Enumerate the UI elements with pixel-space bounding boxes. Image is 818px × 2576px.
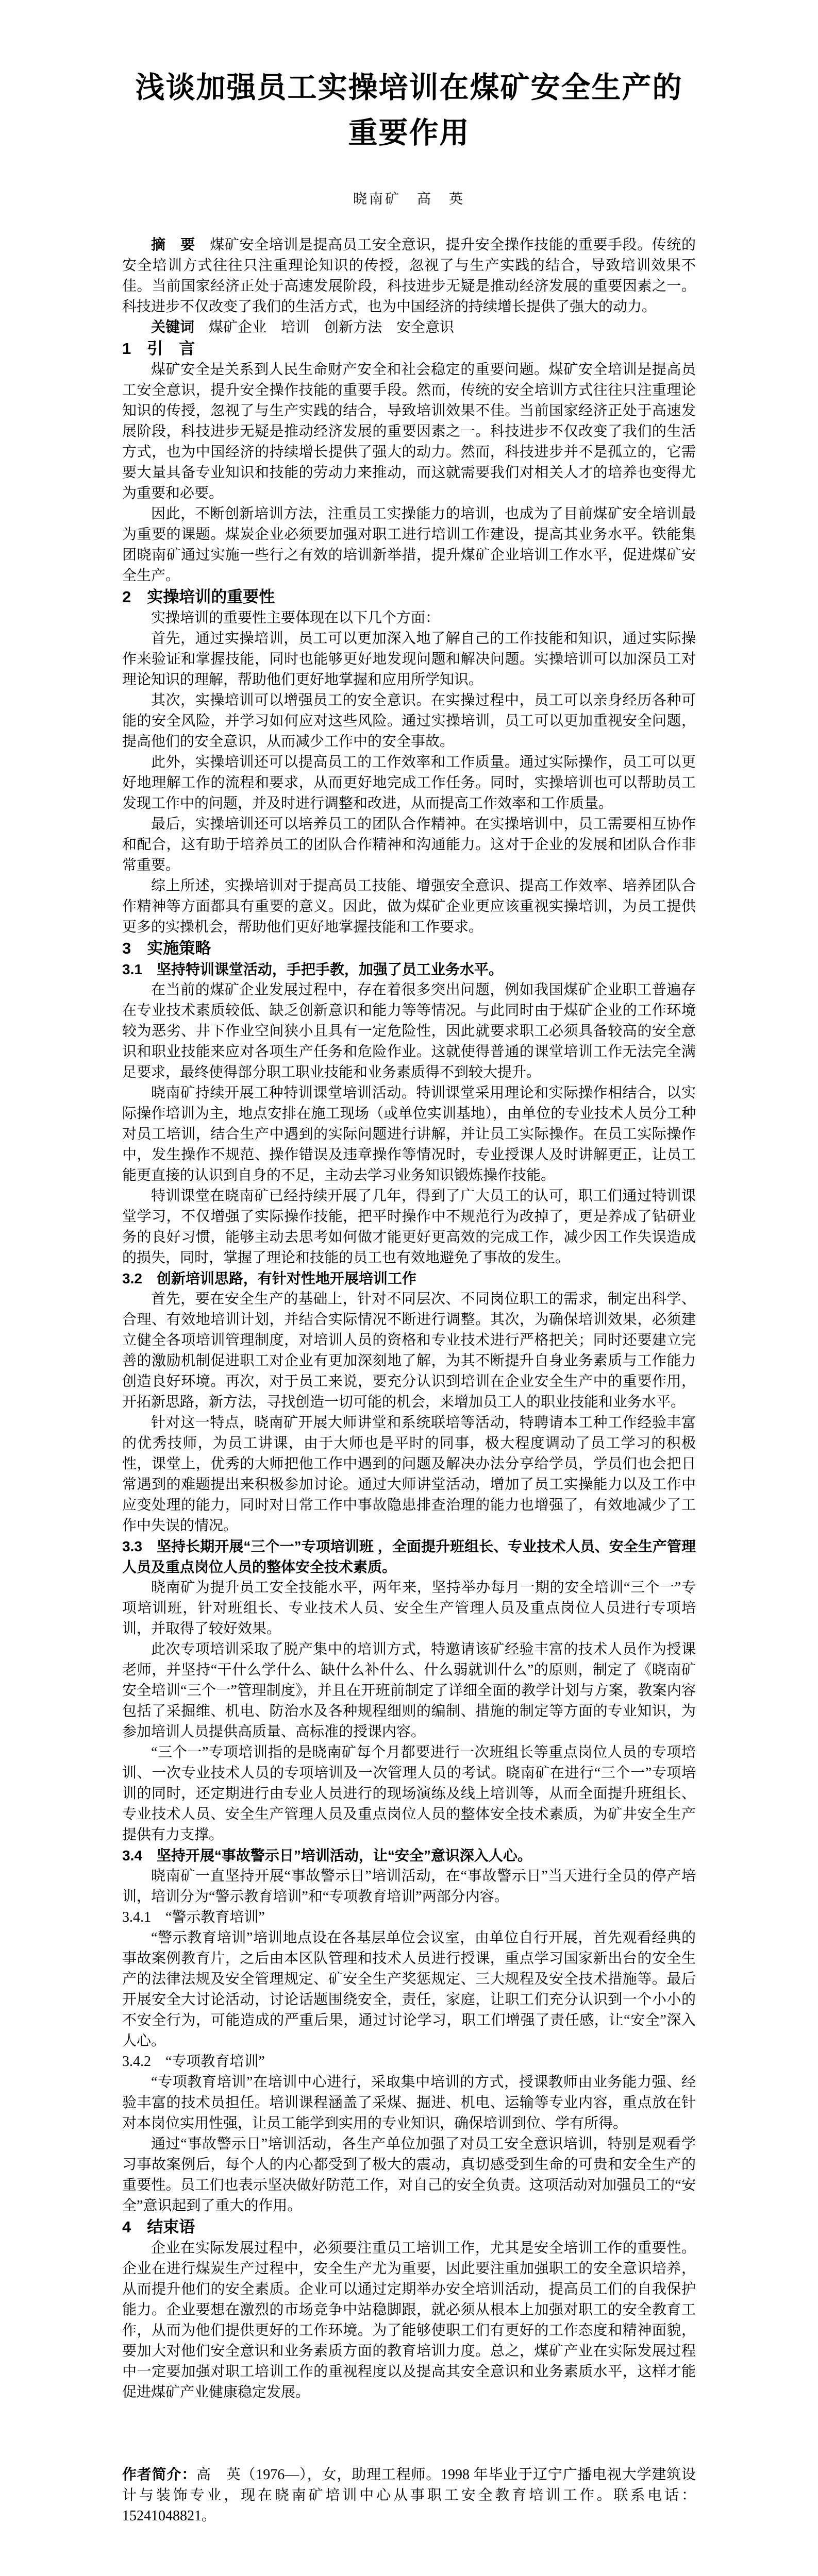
section-2-heading: 2 实操培训的重要性 [122, 588, 275, 606]
paragraph: “警示教育培训”培训地点设在各基层单位会议室，由单位自行开展，首先观看经典的事故案例教育片，之后由本区队管理和技术人员进行授课，重点学习国家新出台的安全生产的法律法规及安全管理规定、矿安全生产奖惩规定、三大规程及安全技术措施等。最后开展安全大讨论活动，讨论话题围绕安全，责任，家庭，让职工们充分认识到一个小小的不安全行为，可能造成的严重后果，通过讨论学习，职工们增强了责任感，让“安全”深入人心。 [122, 1930, 696, 2049]
keywords-text: 煤矿企业 培训 创新方法 安全意识 [209, 319, 455, 335]
abstract-text: 煤矿安全培训是提高员工安全意识，提升安全操作技能的重要手段。传统的安全培训方式往往只注重理论知识的传授，忽视了与生产实践的结合，导致培训效果不佳。当前国家经济正处于高速发展阶段，科技进步无疑是推动经济发展的重要因素之一。科技进步不仅改变了我们的生活方式，也为中国经济的持续增长提供了强大的动力。 [122, 237, 696, 315]
paragraph: 煤矿安全是关系到人民生命财产安全和社会稳定的重要问题。煤矿安全培训是提高员工安全意识，提升安全操作技能的重要手段。然而，传统的安全培训方式往往只注重理论知识的传授，忽视了与生产实践的结合，导致培训效果不佳。当前国家经济正处于高速发展阶段，科技进步无疑是推动经济发展的重要因素之一。科技进步不仅改变了我们的生活方式，也为中国经济的持续增长提供了强大的动力。然而，科技进步并不是孤立的，它需要大量具备专业知识和技能的劳动力来推动，而这就需要我们对相关人才的培养也变得尤为重要和必要。 [122, 362, 696, 501]
section-3-4-1-heading: 3.4.1 “警示教育培训” [122, 1909, 265, 1925]
paragraph: 其次，实操培训可以增强员工的安全意识。在实操过程中，员工可以亲身经历各种可能的安全风险，并学习如何应对这些风险。通过实操培训，员工可以更加重视安全问题，提高他们的安全意识，从而减少工作中的安全事故。 [122, 692, 696, 750]
paragraph: 综上所述，实操培训对于提高员工技能、增强安全意识、提高工作效率、培养团队合作精神等方面都具有重要的意义。因此，做为煤矿企业更应该重视实操培训，为员工提供更多的实操机会，帮助他们更好地掌握技能和工作要求。 [122, 878, 696, 935]
document-page [122, 0, 696, 2576]
section-3-4-heading: 3.4 坚持开展“事故警示日”培训活动，让“安全”意识深入人心。 [122, 1848, 532, 1863]
keywords-paragraph [122, 317, 696, 338]
paragraph: 晓南矿为提升员工安全技能水平，两年来，坚持举办每月一期的安全培训“三个一”专项培训班，针对班组长、专业技术人员、安全生产管理人员及重点岗位人员进行专项培训，并取得了较好效果。 [122, 1580, 696, 1637]
paragraph: 最后，实操培训还可以培养员工的团队合作精神。在实操培训中，员工需要相互协作和配合，这有助于培养员工的团队合作精神和沟通能力。这对于企业的发展和团队合作非常重要。 [122, 816, 696, 873]
paragraph: 通过“事故警示日”培训活动，各生产单位加强了对员工安全意识培训，特别是观看学习事故案例后，每个人的内心都受到了极大的震动，真切感受到生命的可贵和安全生产的重要性。员工们也表示坚决做好防范工作，对自己的安全负责。这项活动对加强员工的“安全”意识起到了重大的作用。 [122, 2136, 696, 2214]
paragraph: 针对这一特点，晓南矿开展大师讲堂和系统联培等活动，特聘请本工种工作经验丰富的优秀技师，为员工讲课，由于大师也是平时的同事，极大程度调动了员工学习的积极性，课堂上，优秀的大师把他工作中遇到的问题及解决办法分享给学员，学员们也会把日常遇到的难题提出来积极参加讨论。通过大师讲堂活动，增加了员工实操能力以及工作中应变处理的能力，同时对日常工作中事故隐患排查治理的能力也增强了，有效地减少了工作中失误的情况。 [122, 1415, 696, 1534]
author-bio-label: 作者简介： [122, 2467, 196, 2483]
section-3-2-heading: 3.2 创新培训思路，有针对性地开展培训工作 [122, 1270, 416, 1286]
section-3-heading: 3 实施策略 [122, 939, 211, 957]
paragraph: 企业在实际发展过程中，必须要注重员工培训工作，尤其是安全培训工作的重要性。企业在进行煤炭生产过程中，安全生产尤为重要，因此要注重加强职工的安全意识培养，从而提升他们的安全素质。企业可以通过定期举办安全培训活动，提高员工们的自我保护能力。企业要想在激烈的市场竞争中站稳脚跟，就必须从根本上加强对职工的安全教育工作，从而为他们提供更好的工作环境。为了能够使职工们有更好的工作态度和精神面貌，要加大对他们安全意识和业务素质方面的教育培训力度。总之，煤矿产业在实际发展过程中一定要加强对职工培训工作的重视程度以及提高其安全意识和业务素质水平，这样才能促进煤矿产业健康稳定发展。 [122, 2240, 696, 2400]
section-3-1-heading: 3.1 坚持特训课堂活动，手把手教，加强了员工业务水平。 [122, 961, 503, 977]
paper-title-line-1: 浅谈加强员工实操培训在煤矿安全生产的 [135, 71, 683, 104]
paragraph: 首先，要在安全生产的基础上，针对不同层次、不同岗位职工的需求，制定出科学、合理、有效地培训计划，并结合实际情况不断进行调整。其次，为确保培训效果，必须建立健全各项培训管理制度，对培训人员的资格和专业技术进行严格把关；同时还要建立完善的激励机制促进职工对企业有更加深刻地了解，为其不断提升自身业务素质与工作能力创造良好环境。再次，对于员工来说，要充分认识到培训在企业安全生产中的重要作用，开拓新思路，新方法，寻找创造一切可能的机会，来增加员工人的职业技能和业务水平。 [122, 1291, 696, 1410]
section-3-4-2-heading: 3.4.2 “专项教育培训” [122, 2054, 265, 2070]
author-byline: 晓南矿 高 英 [353, 191, 465, 207]
abstract-paragraph [122, 235, 696, 317]
paragraph: 在当前的煤矿企业发展过程中，存在着很多突出问题，例如我国煤矿企业职工普遍存在专业技术素质较低、缺乏创新意识和能力等等情况。与此同时由于煤矿企业的工作环境较为恶劣、井下作业空间狭小且具有一定危险性，因此就要求职工必须具备较高的安全意识和职业技能来应对各项生产任务和危险作业。这就使得普通的课堂培训工作无法完全满足要求，最终使得部分职工职业技能和业务素质得不到较大提升。 [122, 982, 696, 1080]
paragraph: 特训课堂在晓南矿已经持续开展了几年，得到了广大员工的认可，职工们通过特训课堂学习，不仅增强了实际操作技能，把平时操作中不规范行为改掉了，更是养成了钻研业务的良好习惯，能够主动去思考如何做才能更好更高效的完成工作，减少因工作失误造成的损失，同时，掌握了理论和技能的员工也有效地避免了事故的发生。 [122, 1188, 696, 1266]
paragraph: “三个一”专项培训指的是晓南矿每个月都要进行一次班组长等重点岗位人员的专项培训、一次专业技术人员的专项培训及一次管理人员的考试。晓南矿在进行“三个一”专项培训的同时，还定期进行由专业人员进行的现场演练及线上培训等，从而全面提升班组长、专业技术人员、安全生产管理人员及重点岗位人员的整体安全技术素质，为矿井安全生产提供有力支撑。 [122, 1744, 696, 1843]
keywords-label: 关键词 [151, 319, 195, 335]
paper-title-line-2: 重要作用 [348, 116, 470, 149]
paragraph: “专项教育培训”在培训中心进行，采取集中培训的方式，授课教师由业务能力强、经验丰富的技术员担任。培训课程涵盖了采煤、掘进、机电、运输等专业内容，重点放在针对本岗位实用性强，让员工能学到实用的专业知识，确保培训到位、学有所得。 [122, 2074, 696, 2131]
paragraph: 晓南矿一直坚持开展“事故警示日”培训活动，在“事故警示日”当天进行全员的停产培训，培训分为“警示教育培训”和“专项教育培训”两部分内容。 [122, 1868, 696, 1905]
author-bio-text: 高 英（1976—），女，助理工程师。1998 年毕业于辽宁广播电视大学建筑设计与装饰专业，现在晓南矿培训中心从事职工安全教育培训工作。联系电话：15241048821。 [122, 2467, 696, 2524]
section-1-heading: 1 引 言 [122, 340, 195, 358]
section-4-heading: 4 结束语 [122, 2218, 195, 2236]
paragraph: 此次专项培训采取了脱产集中的培训方式，特邀请该矿经验丰富的技术人员作为授课老师，并坚持“干什么学什么、缺什么补什么、什么弱就训什么”的原则，制定了《晓南矿安全培训“三个一”管理制度》，并且在开班前制定了详细全面的教学计划与方案，教案内容包括了采掘维、机电、防治水及各种规程细则的编制、措施的制定等方面的专业知识，为参加培训人员提供高质量、高标准的授课内容。 [122, 1641, 696, 1740]
paragraph: 晓南矿持续开展工种特训课堂培训活动。特训课堂采用理论和实际操作相结合，以实际操作培训为主，地点安排在施工现场（或单位实训基地），由单位的专业技术人员分工种对员工培训，结合生产中遇到的实际问题进行讲解，并让员工实际操作。在员工实际操作中，发生操作不规范、操作错误及违章操作等情况时，专业授课人及时讲解更正，让员工能更直接的认识到自身的不足，主动去学习业务知识锻炼操作技能。 [122, 1085, 696, 1183]
author-bio [122, 2465, 696, 2527]
paragraph: 首先，通过实操培训，员工可以更加深入地了解自己的工作技能和知识，通过实际操作来验证和掌握技能，同时也能够更好地发现问题和解决问题。实操培训可以加深员工对理论知识的理解，帮助他们更好地掌握和应用所学知识。 [122, 631, 696, 688]
paragraph: 此外，实操培训还可以提高员工的工作效率和工作质量。通过实际操作，员工可以更好地理解工作的流程和要求，从而更好地完成工作任务。同时，实操培训也可以帮助员工发现工作中的问题，并及时进行调整和改进，从而提高工作效率和工作质量。 [122, 754, 696, 811]
paragraph: 实操培训的重要性主要体现在以下几个方面： [151, 610, 440, 626]
paper-title [122, 65, 696, 156]
section-3-3-heading: 3.3 坚持长期开展“三个一”专项培训班 ，全面提升班组长、专业技术人员、安全生产管理人员及重点岗位人员的整体安全技术素质。 [122, 1538, 696, 1575]
abstract-label: 摘 要 [151, 237, 195, 253]
paragraph: 因此，不断创新培训方法，注重员工实操能力的培训，也成为了目前煤矿安全培训最为重要的课题。煤炭企业必须要加强对职工进行培训工作建设，提高其业务水平。铁能集团晓南矿通过实施一些行之有效的培训新举措，提升煤矿企业培训工作水平，促进煤矿安全生产。 [122, 506, 696, 584]
